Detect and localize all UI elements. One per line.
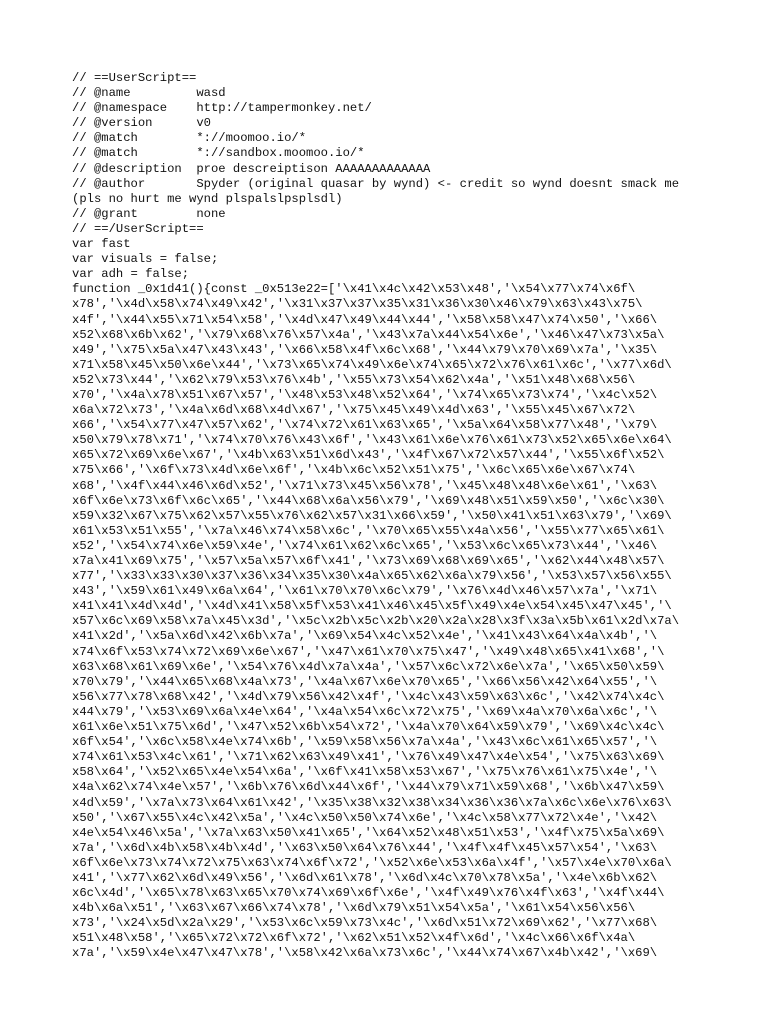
code-line: // @author Spyder (original quasar by wynd) <- credit so wynd doesnt smack me: [72, 176, 680, 191]
code-line: x59\x32\x67\x75\x62\x57\x55\x76\x62\x57\x31\x66\x59','\x50\x41\x51\x63\x79','\x69\: [72, 508, 672, 523]
code-line: x78','\x4d\x58\x74\x49\x42','\x31\x37\x37\x35\x31\x36\x30\x46\x79\x63\x43\x75\: [72, 297, 643, 312]
code-line: x4a\x62\x74\x4e\x57','\x6b\x76\x6d\x44\x6f','\x44\x79\x71\x59\x68','\x6b\x47\x59\: [72, 780, 665, 795]
code-line: x74\x61\x53\x4c\x61','\x71\x62\x63\x49\x41','\x76\x49\x47\x4e\x54','\x75\x63\x69\: [72, 750, 665, 765]
code-line: x63\x68\x61\x69\x6e','\x54\x76\x4d\x7a\x4a','\x57\x6c\x72\x6e\x7a','\x65\x50\x59\: [72, 659, 665, 674]
code-line: (pls no hurt me wynd plspalslpsplsdl): [72, 191, 343, 206]
code-line: function _0x1d41(){const _0x513e22=['\x41\x4c\x42\x53\x48','\x54\x77\x74\x6f\: [72, 282, 636, 297]
code-line: x77','\x33\x33\x30\x37\x36\x34\x35\x30\x4a\x65\x62\x6a\x79\x56','\x53\x57\x56\x55\: [72, 569, 672, 584]
code-line: x65\x72\x69\x6e\x67','\x4b\x63\x51\x6d\x43','\x4f\x67\x72\x57\x44','\x55\x6f\x52\: [72, 448, 665, 463]
code-line: var visuals = false;: [72, 252, 219, 267]
code-line: x41\x41\x4d\x4d','\x4d\x41\x58\x5f\x53\x41\x46\x45\x5f\x49\x4e\x54\x45\x47\x45','\: [72, 599, 672, 614]
code-line: x52','\x54\x74\x6e\x59\x4e','\x74\x61\x62\x6c\x65','\x53\x6c\x65\x73\x44','\x46\: [72, 538, 658, 553]
code-line: x50\x79\x78\x71','\x74\x70\x76\x43\x6f','\x43\x61\x6e\x76\x61\x73\x52\x65\x6e\x64\: [72, 433, 672, 448]
code-line: // ==UserScript==: [72, 71, 197, 85]
document-page: [72, 71, 712, 962]
code-line: x58\x64','\x52\x65\x4e\x54\x6a','\x6f\x41\x58\x53\x67','\x75\x76\x61\x75\x4e','\: [72, 765, 658, 780]
code-line: x4b\x6a\x51','\x63\x67\x66\x74\x78','\x6d\x79\x51\x54\x5a','\x61\x54\x56\x56\: [72, 901, 636, 916]
code-line: var fast: [72, 237, 131, 252]
code-line: x51\x48\x58','\x65\x72\x72\x6f\x72','\x62\x51\x52\x4f\x6d','\x4c\x66\x6f\x4a\: [72, 931, 636, 946]
code-line: x4d\x59','\x7a\x73\x64\x61\x42','\x35\x38\x32\x38\x34\x36\x36\x7a\x6c\x6e\x76\x63\: [72, 795, 672, 810]
code-line: x70\x79','\x44\x65\x68\x4a\x73','\x4a\x67\x6e\x70\x65','\x66\x56\x42\x64\x55','\: [72, 674, 658, 689]
code-line: x44\x79','\x53\x69\x6a\x4e\x64','\x4a\x54\x6c\x72\x75','\x69\x4a\x70\x6a\x6c','\: [72, 704, 658, 719]
code-line: x43','\x59\x61\x49\x6a\x64','\x61\x70\x70\x6c\x79','\x76\x4d\x46\x57\x7a','\x71\: [72, 584, 658, 599]
code-line: x66','\x54\x77\x47\x57\x62','\x74\x72\x61\x63\x65','\x5a\x64\x58\x77\x48','\x79\: [72, 418, 658, 433]
code-line: x41','\x77\x62\x6d\x49\x56','\x6d\x61\x78','\x6d\x4c\x70\x78\x5a','\x4e\x6b\x62\: [72, 870, 658, 885]
code-line: x6a\x72\x73','\x4a\x6d\x68\x4d\x67','\x75\x45\x49\x4d\x63','\x55\x45\x67\x72\: [72, 403, 636, 418]
code-line: x71\x58\x45\x50\x6e\x44','\x73\x65\x74\x49\x6e\x74\x65\x72\x76\x61\x6c','\x77\x6d\: [72, 357, 672, 372]
code-line: x61\x6e\x51\x75\x6d','\x47\x52\x6b\x54\x72','\x4a\x70\x64\x59\x79','\x69\x4c\x4c\: [72, 720, 665, 735]
code-line: // @name wasd: [72, 86, 226, 101]
code-line: x49','\x75\x5a\x47\x43\x43','\x66\x58\x4f\x6c\x68','\x44\x79\x70\x69\x7a','\x35\: [72, 342, 658, 357]
code-line: x56\x77\x78\x68\x42','\x4d\x79\x56\x42\x4f','\x4c\x43\x59\x63\x6c','\x42\x74\x4c\: [72, 689, 665, 704]
code-line: // @version v0: [72, 116, 211, 131]
code-line: x57\x6c\x69\x58\x7a\x45\x3d','\x5c\x2b\x5c\x2b\x20\x2a\x28\x3f\x3a\x5b\x61\x2d\x7a\: [72, 614, 680, 629]
code-line: x52\x68\x6b\x62','\x79\x68\x76\x57\x4a','\x43\x7a\x44\x54\x6e','\x46\x47\x73\x5a\: [72, 327, 665, 342]
code-line: x4f','\x44\x55\x71\x54\x58','\x4d\x47\x49\x44\x44','\x58\x58\x47\x74\x50','\x66\: [72, 312, 658, 327]
code-line: x41\x2d','\x5a\x6d\x42\x6b\x7a','\x69\x54\x4c\x52\x4e','\x41\x43\x64\x4a\x4b','\: [72, 629, 658, 644]
code-line: var adh = false;: [72, 267, 190, 282]
code-line: x6c\x4d','\x65\x78\x63\x65\x70\x74\x69\x6f\x6e','\x4f\x49\x76\x4f\x63','\x4f\x44\: [72, 886, 665, 901]
code-line: x68','\x4f\x44\x46\x6d\x52','\x71\x73\x45\x56\x78','\x45\x48\x48\x6e\x61','\x63\: [72, 478, 658, 493]
code-line: x61\x53\x51\x55','\x7a\x46\x74\x58\x6c','\x70\x65\x55\x4a\x56','\x55\x77\x65\x61\: [72, 523, 665, 538]
code-line: // @description proe descreiptison AAAAAAAAAAAAA: [72, 161, 431, 176]
code-line: // @match *://sandbox.moomoo.io/*: [72, 146, 365, 161]
code-line: // ==/UserScript==: [72, 221, 204, 236]
code-line: x6f\x54','\x6c\x58\x4e\x74\x6b','\x59\x58\x56\x7a\x4a','\x43\x6c\x61\x65\x57','\: [72, 735, 658, 750]
code-line: x6f\x6e\x73\x74\x72\x75\x63\x74\x6f\x72','\x52\x6e\x53\x6a\x4f','\x57\x4e\x70\x6a\: [72, 855, 672, 870]
userscript-code-block: [72, 71, 712, 962]
code-line: x7a','\x59\x4e\x47\x47\x78','\x58\x42\x6a\x73\x6c','\x44\x74\x67\x4b\x42','\x69\: [72, 946, 658, 961]
code-line: x52\x73\x44','\x62\x79\x53\x76\x4b','\x55\x73\x54\x62\x4a','\x51\x48\x68\x56\: [72, 372, 636, 387]
code-line: x75\x66','\x6f\x73\x4d\x6e\x6f','\x4b\x6c\x52\x51\x75','\x6c\x65\x6e\x67\x74\: [72, 463, 636, 478]
code-line: x7a','\x6d\x4b\x58\x4b\x4d','\x63\x50\x64\x76\x44','\x4f\x4f\x45\x57\x54','\x63\: [72, 840, 658, 855]
code-line: // @match *://moomoo.io/*: [72, 131, 307, 146]
code-line: x50','\x67\x55\x4c\x42\x5a','\x4c\x50\x50\x74\x6e','\x4c\x58\x77\x72\x4e','\x42\: [72, 810, 658, 825]
code-line: x6f\x6e\x73\x6f\x6c\x65','\x44\x68\x6a\x56\x79','\x69\x48\x51\x59\x50','\x6c\x30\: [72, 493, 665, 508]
code-line: x74\x6f\x53\x74\x72\x69\x6e\x67','\x47\x61\x70\x75\x47','\x49\x48\x65\x41\x68','\: [72, 644, 665, 659]
code-line: x4e\x54\x46\x5a','\x7a\x63\x50\x41\x65','\x64\x52\x48\x51\x53','\x4f\x75\x5a\x69\: [72, 825, 665, 840]
code-line: x73','\x24\x5d\x2a\x29','\x53\x6c\x59\x73\x4c','\x6d\x51\x72\x69\x62','\x77\x68\: [72, 916, 658, 931]
code-line: x70','\x4a\x78\x51\x67\x57','\x48\x53\x48\x52\x64','\x74\x65\x73\x74','\x4c\x52\: [72, 387, 658, 402]
code-line: x7a\x41\x69\x75','\x57\x5a\x57\x6f\x41','\x73\x69\x68\x69\x65','\x62\x44\x48\x57\: [72, 554, 665, 568]
code-line: // @grant none: [72, 206, 226, 221]
code-line: // @namespace http://tampermonkey.net/: [72, 101, 372, 116]
